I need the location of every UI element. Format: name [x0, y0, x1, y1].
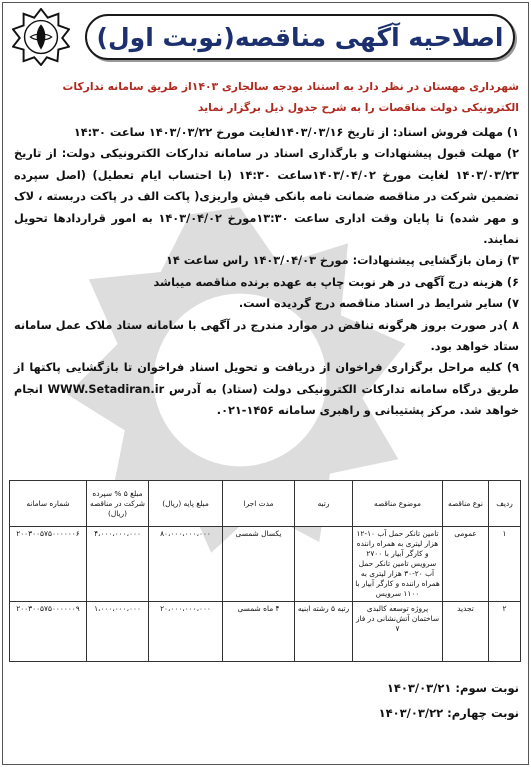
condition-9-text-end: انجام خواهد شد. مرکز پشتیبانی و راهبری سامانه ۱۴۵۶-۰۲۱. [14, 382, 519, 418]
tender-table [9, 480, 521, 662]
publication-dates [14, 676, 519, 726]
table-row [10, 527, 521, 602]
table-cell: پروژه توسعه کالبدی ساختمان آتش‌نشانی در فاز ۷ [353, 602, 443, 662]
table-cell: ۴ ماه شمسی [223, 602, 295, 662]
table-cell: ۱ [489, 527, 521, 602]
fourth-round-label: نوبت چهارم: [447, 706, 519, 720]
setad-url-link[interactable]: WWW.Setadiran.ir [47, 382, 165, 396]
table-cell: ۲ [489, 602, 521, 662]
third-round-date: ۱۴۰۳/۰۳/۲۱ [386, 681, 452, 695]
header [8, 6, 523, 70]
table-cell: ۱،۰۰۰،۰۰۰،۰۰۰ [87, 602, 149, 662]
tender-table-wrap [10, 480, 521, 662]
third-round-label: نوبت سوم: [455, 681, 519, 695]
header-cell: مبلغ پایه (ریال) [149, 481, 223, 527]
condition-3: ۳) زمان بازگشایی پیشنهادات: مورخ ۱۴۰۳/۰۴/۰۳ راس ساعت ۱۴ [165, 254, 519, 268]
table-cell: ۴،۰۰۰،۰۰۰،۰۰۰ [87, 527, 149, 602]
table-cell: ۲۰،۰۰۰،۰۰۰،۰۰۰ [149, 602, 223, 662]
condition-9-text: ۹) کلیه مراحل برگزاری فراخوان از دریافت و تحویل اسناد فراخوان تا بازگشایی پاکتها از طریق درگاه سامانه تدارکات الکترونیکی دولت (ستاد) به آدرس [14, 361, 520, 396]
table-cell: تامین تانکر حمل آب ۱۰-۱۲ هزار لیتری به همراه راننده و کارگر آبیار با ۲۷۰۰ سرویس تامین تانکر حمل آب ۲۰-۳۰ هزار لیتری به همراه راننده و کارگر آبیار با ۱۱۰۰ سرویس [353, 527, 443, 602]
table-row [10, 602, 521, 662]
condition-8: ۸ )در صورت بروز هرگونه تناقض در موارد مندرج در آگهی با سامانه ستاد ملاک عمل سامانه ستاد خواهد بود. [14, 318, 519, 354]
header-cell: موضوع مناقصه [353, 481, 443, 527]
page-title: اصلاحیه آگهی مناقصه(نوبت اول) [96, 22, 504, 52]
condition-7: ۷) سایر شرایط در اسناد مناقصه درج گردیده است. [238, 297, 519, 311]
condition-2: ۲) مهلت قبول پیشنهادات و بارگذاری اسناد در سامانه تدارکات الکترونیکی دولت: از تاریخ ۱۴۰۳/۰۳/۲۳ لغایت مورخ ۱۴۰۳/۰۴/۰۲ساعت ۱۴:۳۰ (با احتساب ایام تعطیل) (اصل سپرده تضمین شرکت در مناقصه ضمانت نامه بانکی فیش واریزی( پاکت الف در پاکت دربسته ، لاک و مهر شده) تا پایان وقت اداری ساعت ۱۳:۳۰مورخ ۱۴۰۳/۰۴/۰۲ به امور قراردادها تحویل نمایند. [14, 147, 519, 247]
table-cell: تجدید [443, 602, 489, 662]
fourth-round-row [14, 701, 519, 726]
header-cell: مدت اجرا [223, 481, 295, 527]
title-banner [85, 14, 515, 60]
table-cell: یکسال شمسی [223, 527, 295, 602]
fourth-round-date: ۱۴۰۳/۰۳/۲۲ [378, 706, 444, 720]
condition-1: ۱) مهلت فروش اسناد: از تاریخ ۱۴۰۳/۰۳/۱۶لغایت مورخ ۱۴۰۳/۰۳/۲۲ ساعت ۱۴:۳۰ [73, 126, 519, 139]
third-round-row [14, 676, 519, 701]
table-cell: ۸۰،۰۰۰،۰۰۰،۰۰۰ [149, 527, 223, 602]
table-cell: رتبه ۵ رشته ابنیه [295, 602, 353, 662]
header-cell: شماره سامانه [10, 481, 87, 527]
municipality-logo [12, 8, 70, 66]
table-header-row [10, 481, 521, 527]
header-cell: نوع مناقصه [443, 481, 489, 527]
table-cell: عمومی [443, 527, 489, 602]
table-cell [295, 527, 353, 602]
header-cell: رتبه [295, 481, 353, 527]
condition-9 [14, 357, 519, 421]
intro-text: شهرداری مهستان در نظر دارد به استناد بودجه سالجاری ۱۴۰۳از طریق سامانه تدارکات الکترونیکی دولت مناقصات را به شرح جدول ذیل برگزار نماید [62, 80, 519, 114]
table-cell: ۲۰۰۳۰۰۵۷۵۰۰۰۰۰۰۶ [10, 527, 87, 602]
conditions-list [14, 122, 519, 422]
condition-6: ۶) هزینه درج آگهی در هر نوبت چاپ به عهده برنده مناقصه میباشد [153, 275, 519, 289]
table-cell: ۲۰۰۳۰۰۵۷۵۰۰۰۰۰۰۹ [10, 602, 87, 662]
header-cell: ردیف [489, 481, 521, 527]
header-cell: مبلغ ۵ % سپرده شرکت در مناقصه (ریال) [87, 481, 149, 527]
